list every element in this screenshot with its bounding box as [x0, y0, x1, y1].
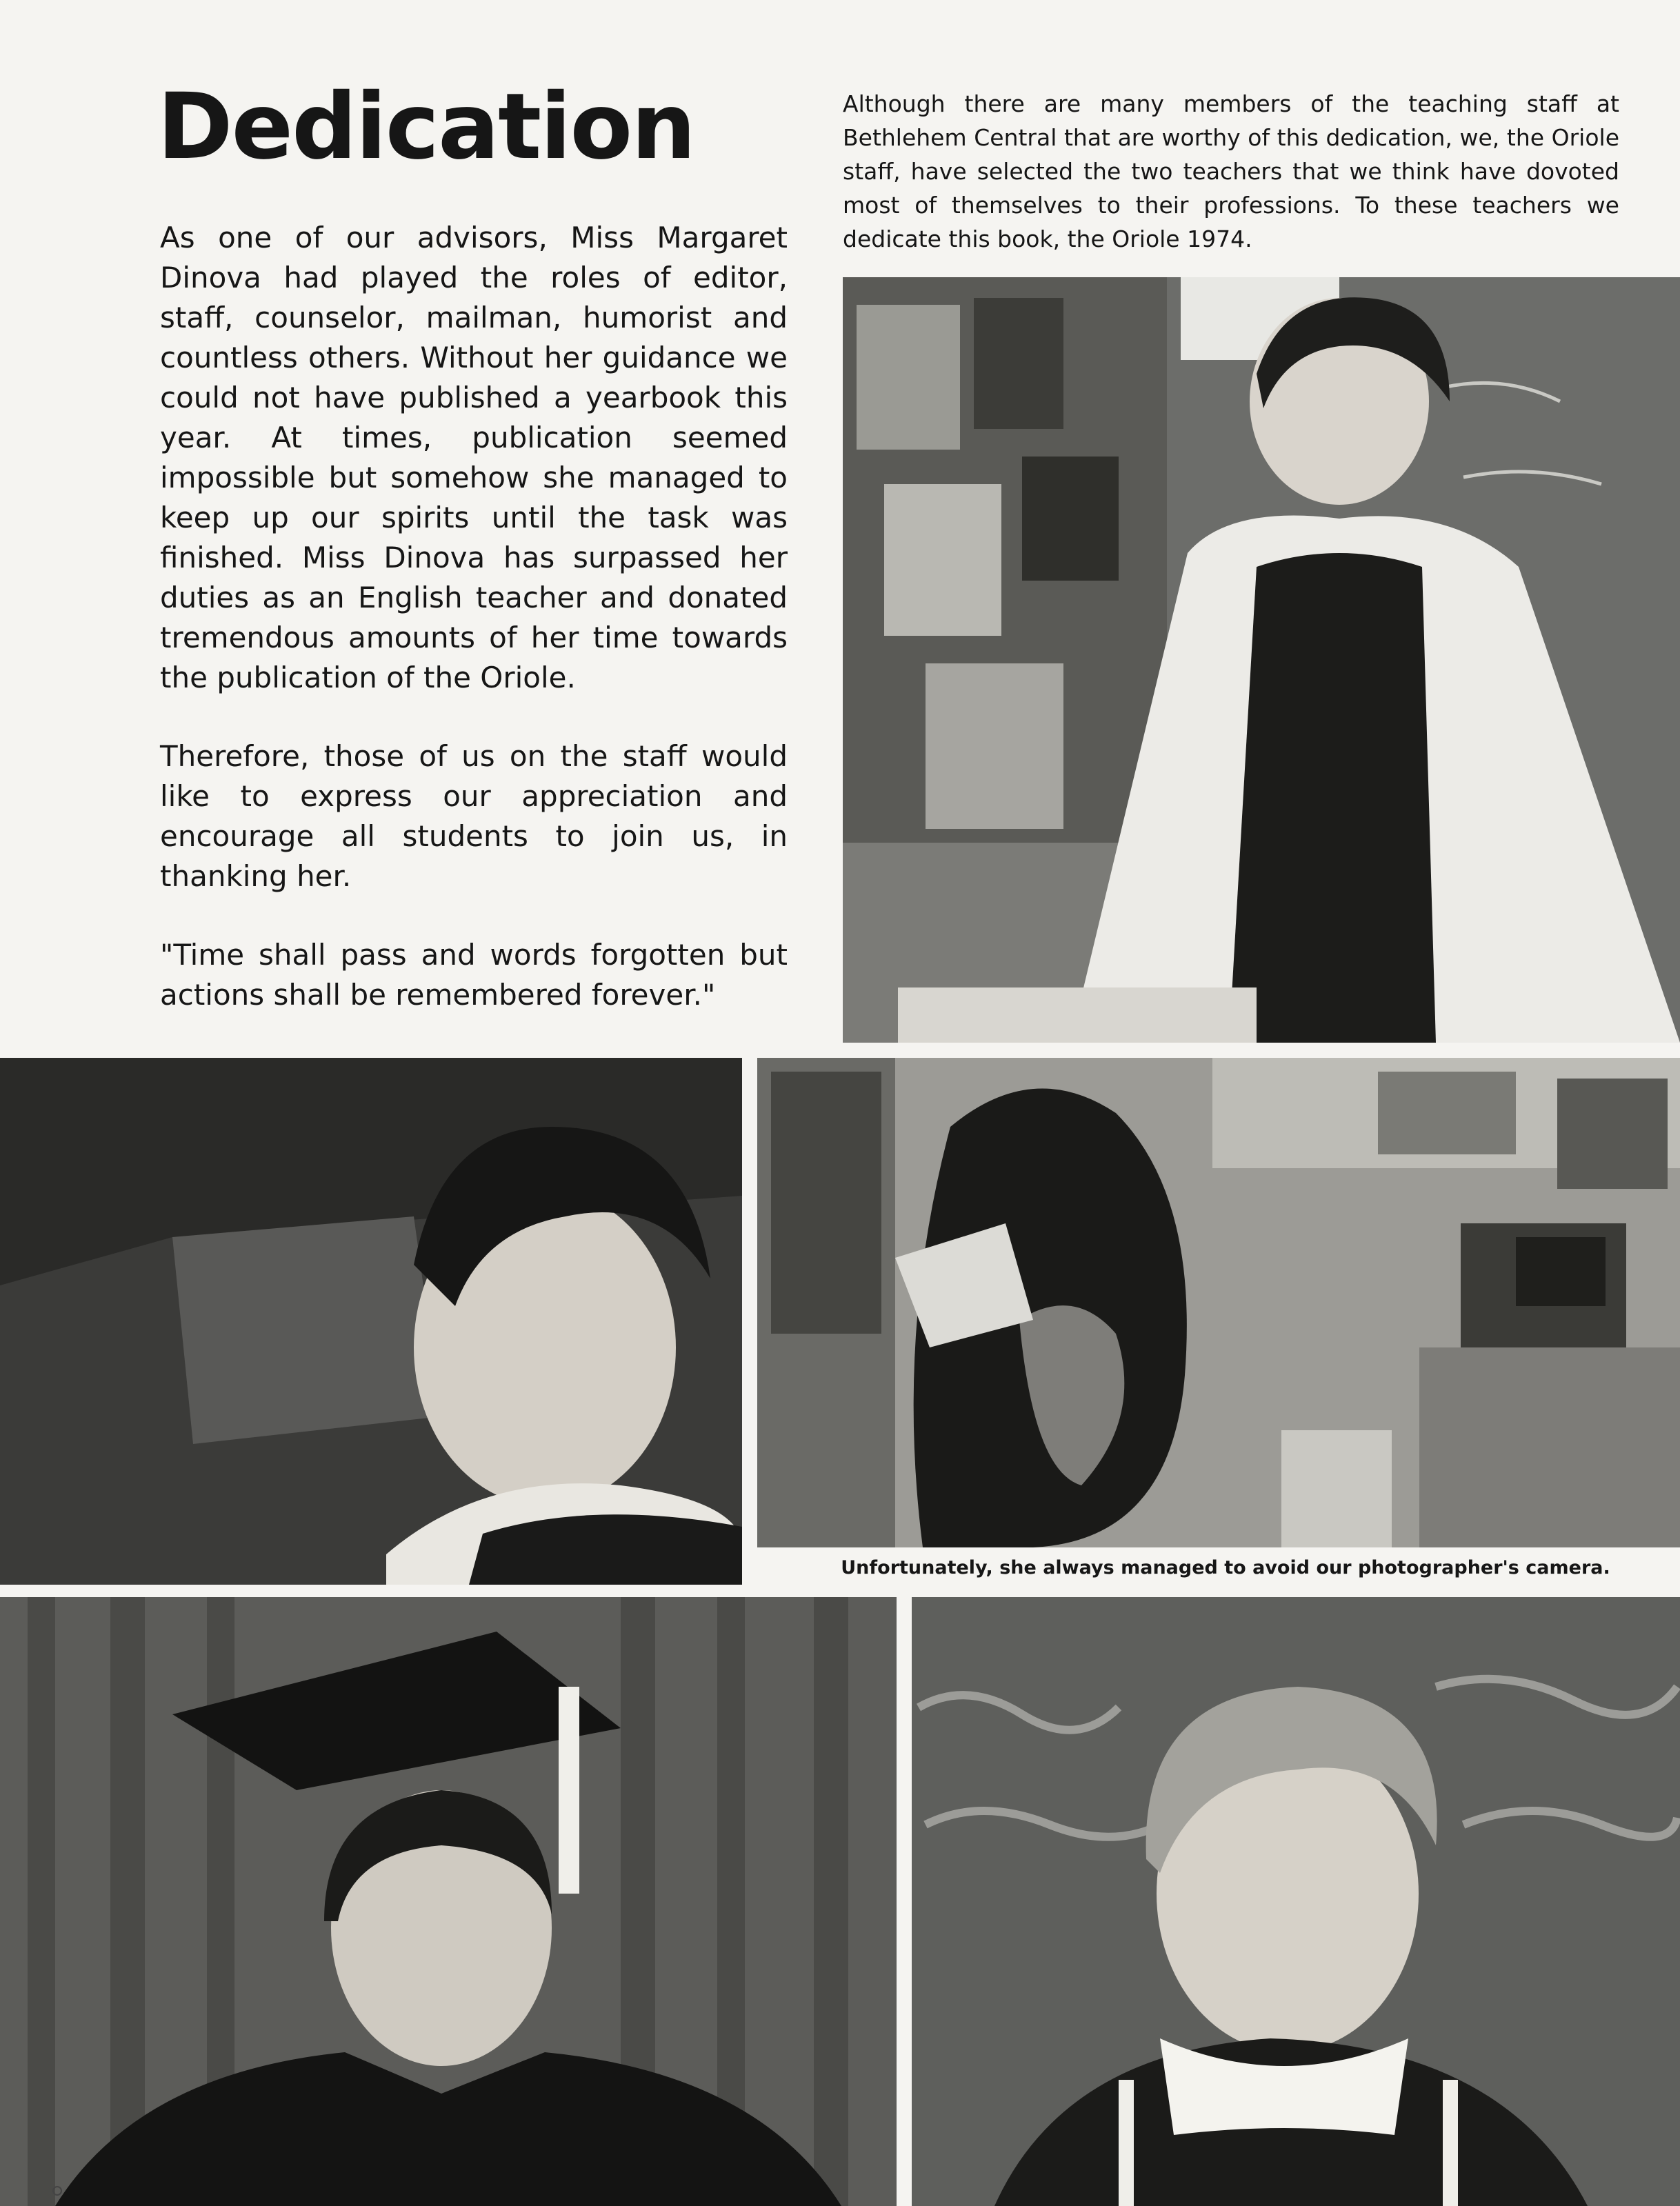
body-paragraph-3: "Time shall pass and words forgotten but actions shall be remembered forever."	[160, 938, 788, 1012]
dedication-body	[160, 218, 788, 1054]
intro-paragraph	[843, 87, 1619, 256]
body-paragraph-1: As one of our advisors, Miss Margaret Dinova had played the roles of editor, staff, counselor, mailman, humorist and countless others. Without her guidance we could not have published a yearbook this year. At times, publication seemed impossible but somehow she managed to keep up our spirits until the task was finished. Miss Dinova has surpassed her duties as an English teacher and donated tremendous amounts of her time towards the publication of the Oriole.	[160, 221, 788, 694]
photo-graduation-portrait	[0, 1597, 897, 2206]
photo-profile-portrait	[0, 1058, 742, 1585]
photo-chalkboard-portrait	[912, 1597, 1680, 2206]
page-corner-mark	[52, 2186, 62, 2196]
body-paragraph-2: Therefore, those of us on the staff would like to express our appreciation and encourage all students to join us, in thanking her.	[160, 739, 788, 893]
photo-caption: Unfortunately, she always managed to avoid our photographer's camera.	[841, 1557, 1610, 1578]
photo-classroom	[757, 1058, 1680, 1547]
photo-teacher-at-desk	[843, 277, 1680, 1043]
intro-text: Although there are many members of the teaching staff at Bethlehem Central that are worthy of this dedication, we, the Oriole staff, have selected the two teachers that we think have dovoted most of themselves to their professions. To these teachers we dedicate this book, the Oriole 1974.	[843, 90, 1619, 252]
page-title: Dedication	[157, 74, 695, 180]
